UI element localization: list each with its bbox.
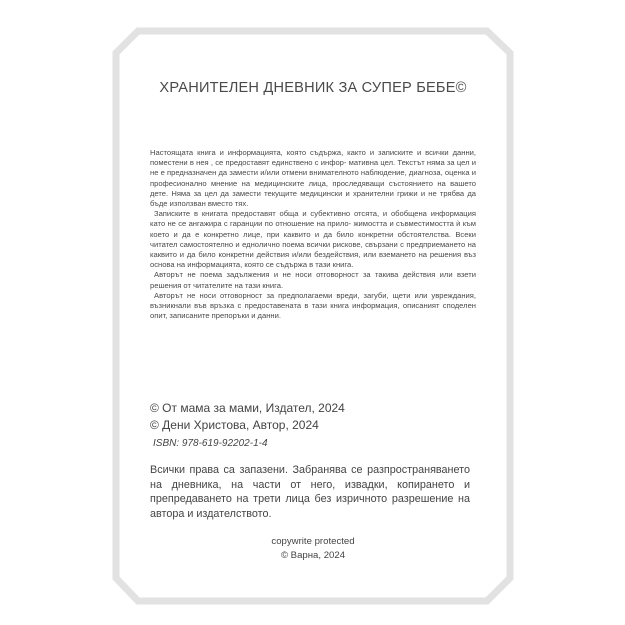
publisher-credit: © От мама за мами, Издател, 2024 [150, 401, 345, 415]
disclaimer-paragraph: Авторът не поема задължения и не носи отговорност за такива действия или взети решения от читателите на тази книга. [150, 270, 476, 290]
place-year: © Варна, 2024 [280, 549, 346, 561]
disclaimer-paragraph: Настоящата книга и информацията, която съдържа, както и записките и всички данни, поместени в нея , се предоставят единствено с инфор- мативна цел. Текстът няма за цел и не е предназначен да замести и/или отмени внимателното наблюдение, диагноза, оценка и професионално мнение на медицинските лица, проследяващи състоянието на вашето дете. Няма за цел да замести текущите медицински и хранителни грижи и не трябва да бъде използван вместо тях. [150, 148, 476, 209]
rights-notice: Всички права са запазени. Забранява се разпространяването на дневника, на части от него, извадки, копирането и препредаването на трети лица без изричното разрешение на автора и издателството. [150, 464, 470, 520]
disclaimer-text [150, 148, 476, 321]
copywrite-label: copywrite protected [271, 536, 355, 547]
disclaimer-paragraph: Записките в книгата предоставят обща и субективно отсята, и обобщена информация като не се ангажира с гаранции по отношение на прило- жимостта и съвместимостта ѝ към което и да е конкретно лице, при каквито и да било конкретни обстоятелства. Всеки читател самостоятелно и едноличнo поема всички рискове, свързани с предприемането на каквито и да било конкретни действия и/или бездействия, или вземането на решения въз основа на информацията, която се съдържа в тази книга. [150, 209, 476, 270]
copyright-credits [150, 400, 476, 453]
author-credit: © Дени Христова, Автор, 2024 [150, 418, 319, 432]
book-title: ХРАНИТЕЛЕН ДНЕВНИК ЗА СУПЕР БЕБЕ© [159, 80, 467, 96]
footer [150, 535, 476, 562]
isbn-number: ISBN: 978-619-92202-1-4 [153, 438, 268, 449]
disclaimer-paragraph: Авторът не носи отговорност за предполагаеми вреди, загуби, щети или увреждания, възникнали във връзка с предоставената в тази книга информация, описаният споделен опит, записаните препоръки и данни. [150, 290, 476, 321]
